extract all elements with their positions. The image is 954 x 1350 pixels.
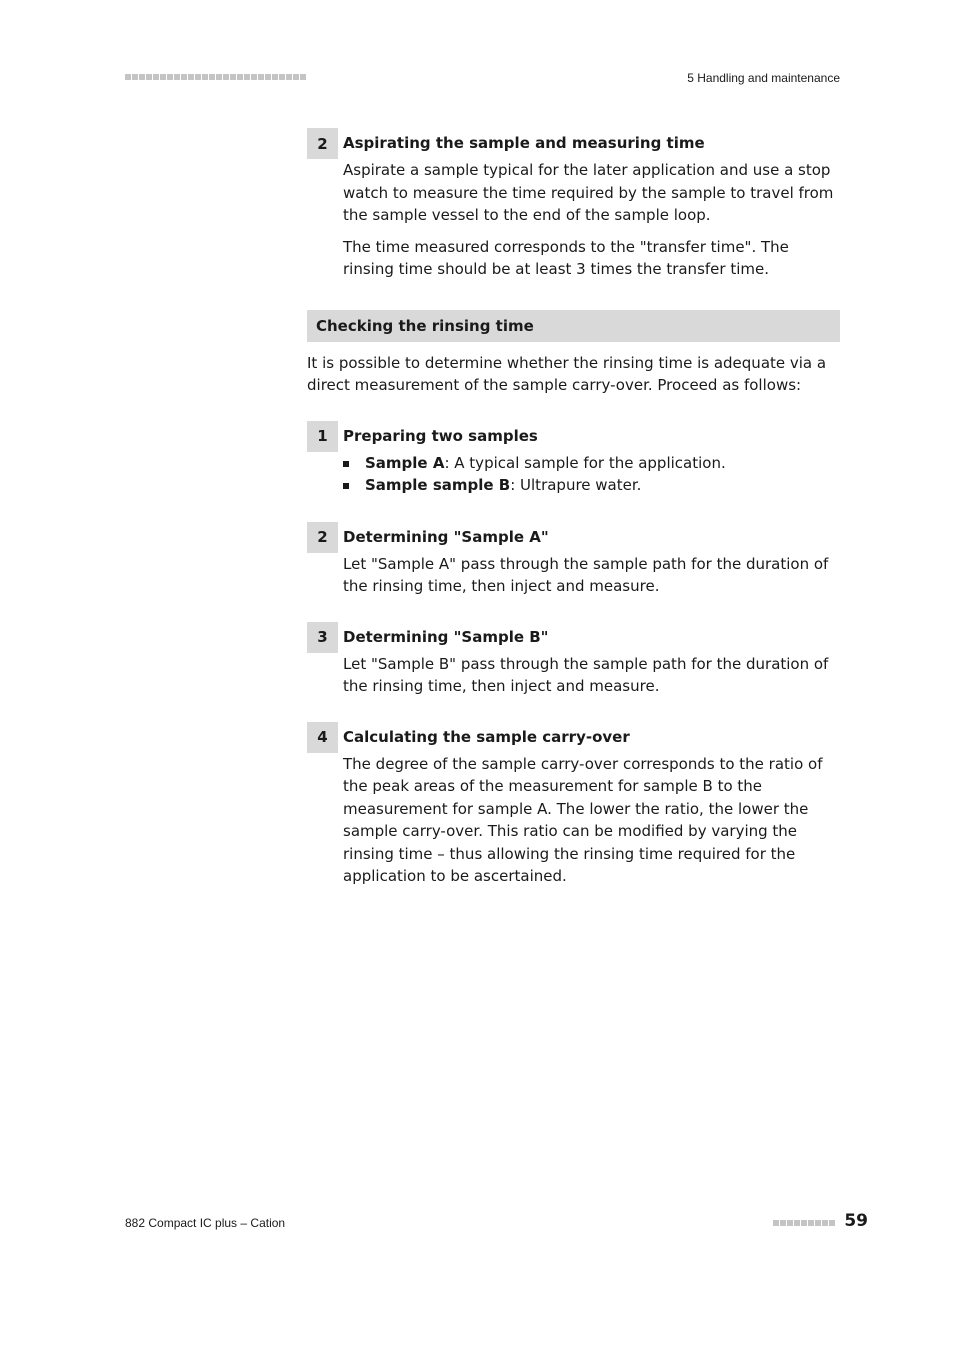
step-title: Calculating the sample carry-over	[343, 727, 630, 746]
step-title: Determining "Sample A"	[343, 527, 549, 546]
section-intro: It is possible to determine whether the rinsing time is adequate via a direct measurement of the sample carry-over. Proceed as follows:	[307, 353, 827, 394]
page-number: 59	[844, 1211, 868, 1231]
step-number: 2	[307, 522, 338, 553]
step-number: 2	[307, 128, 338, 159]
list-item	[343, 474, 840, 496]
step-text: Let "Sample B" pass through the sample path for the duration of the rinsing time, then inject and measure.	[343, 654, 829, 695]
sample-list	[343, 452, 840, 496]
step-determining-a	[307, 522, 840, 598]
header-decoration	[125, 74, 306, 80]
list-item-term: Sample sample B	[365, 475, 511, 494]
step-text: Aspirate a sample typical for the later application and use a stop watch to measure the time required by the sample to travel from the sample vessel to the end of the sample loop.	[343, 161, 834, 224]
footer-decoration	[773, 1220, 835, 1226]
section-heading: Checking the rinsing time	[307, 310, 840, 342]
step-preparing	[307, 421, 840, 496]
list-item-text: : Ultrapure water.	[510, 475, 642, 494]
step-number: 4	[307, 722, 338, 753]
list-item-text: : A typical sample for the application.	[444, 453, 726, 472]
step-title: Aspirating the sample and measuring time	[343, 134, 705, 152]
step-aspirating	[307, 128, 840, 281]
footer-title: 882 Compact IC plus – Cation	[125, 1216, 286, 1230]
step-number: 1	[307, 421, 338, 452]
page-content	[307, 128, 840, 888]
list-item	[343, 452, 840, 474]
header-title: 5 Handling and maintenance	[687, 71, 840, 85]
step-calculating	[307, 722, 840, 888]
list-item-term: Sample A	[365, 453, 445, 472]
step-text: Let "Sample A" pass through the sample path for the duration of the rinsing time, then inject and measure.	[343, 554, 829, 595]
step-text: The time measured corresponds to the "transfer time". The rinsing time should be at least 3 times the transfer time.	[343, 237, 789, 278]
step-determining-b	[307, 622, 840, 698]
step-title: Preparing two samples	[343, 426, 538, 445]
step-title: Determining "Sample B"	[343, 627, 549, 646]
step-number: 3	[307, 622, 338, 653]
step-text: The degree of the sample carry-over corresponds to the ratio of the peak areas of the measurement for sample B to the measurement for sample A. The lower the ratio, the lower the sample carry-over. This ratio can be modified by varying the rinsing time – thus allowing the rinsing time required for the application to be ascertained.	[343, 754, 823, 885]
